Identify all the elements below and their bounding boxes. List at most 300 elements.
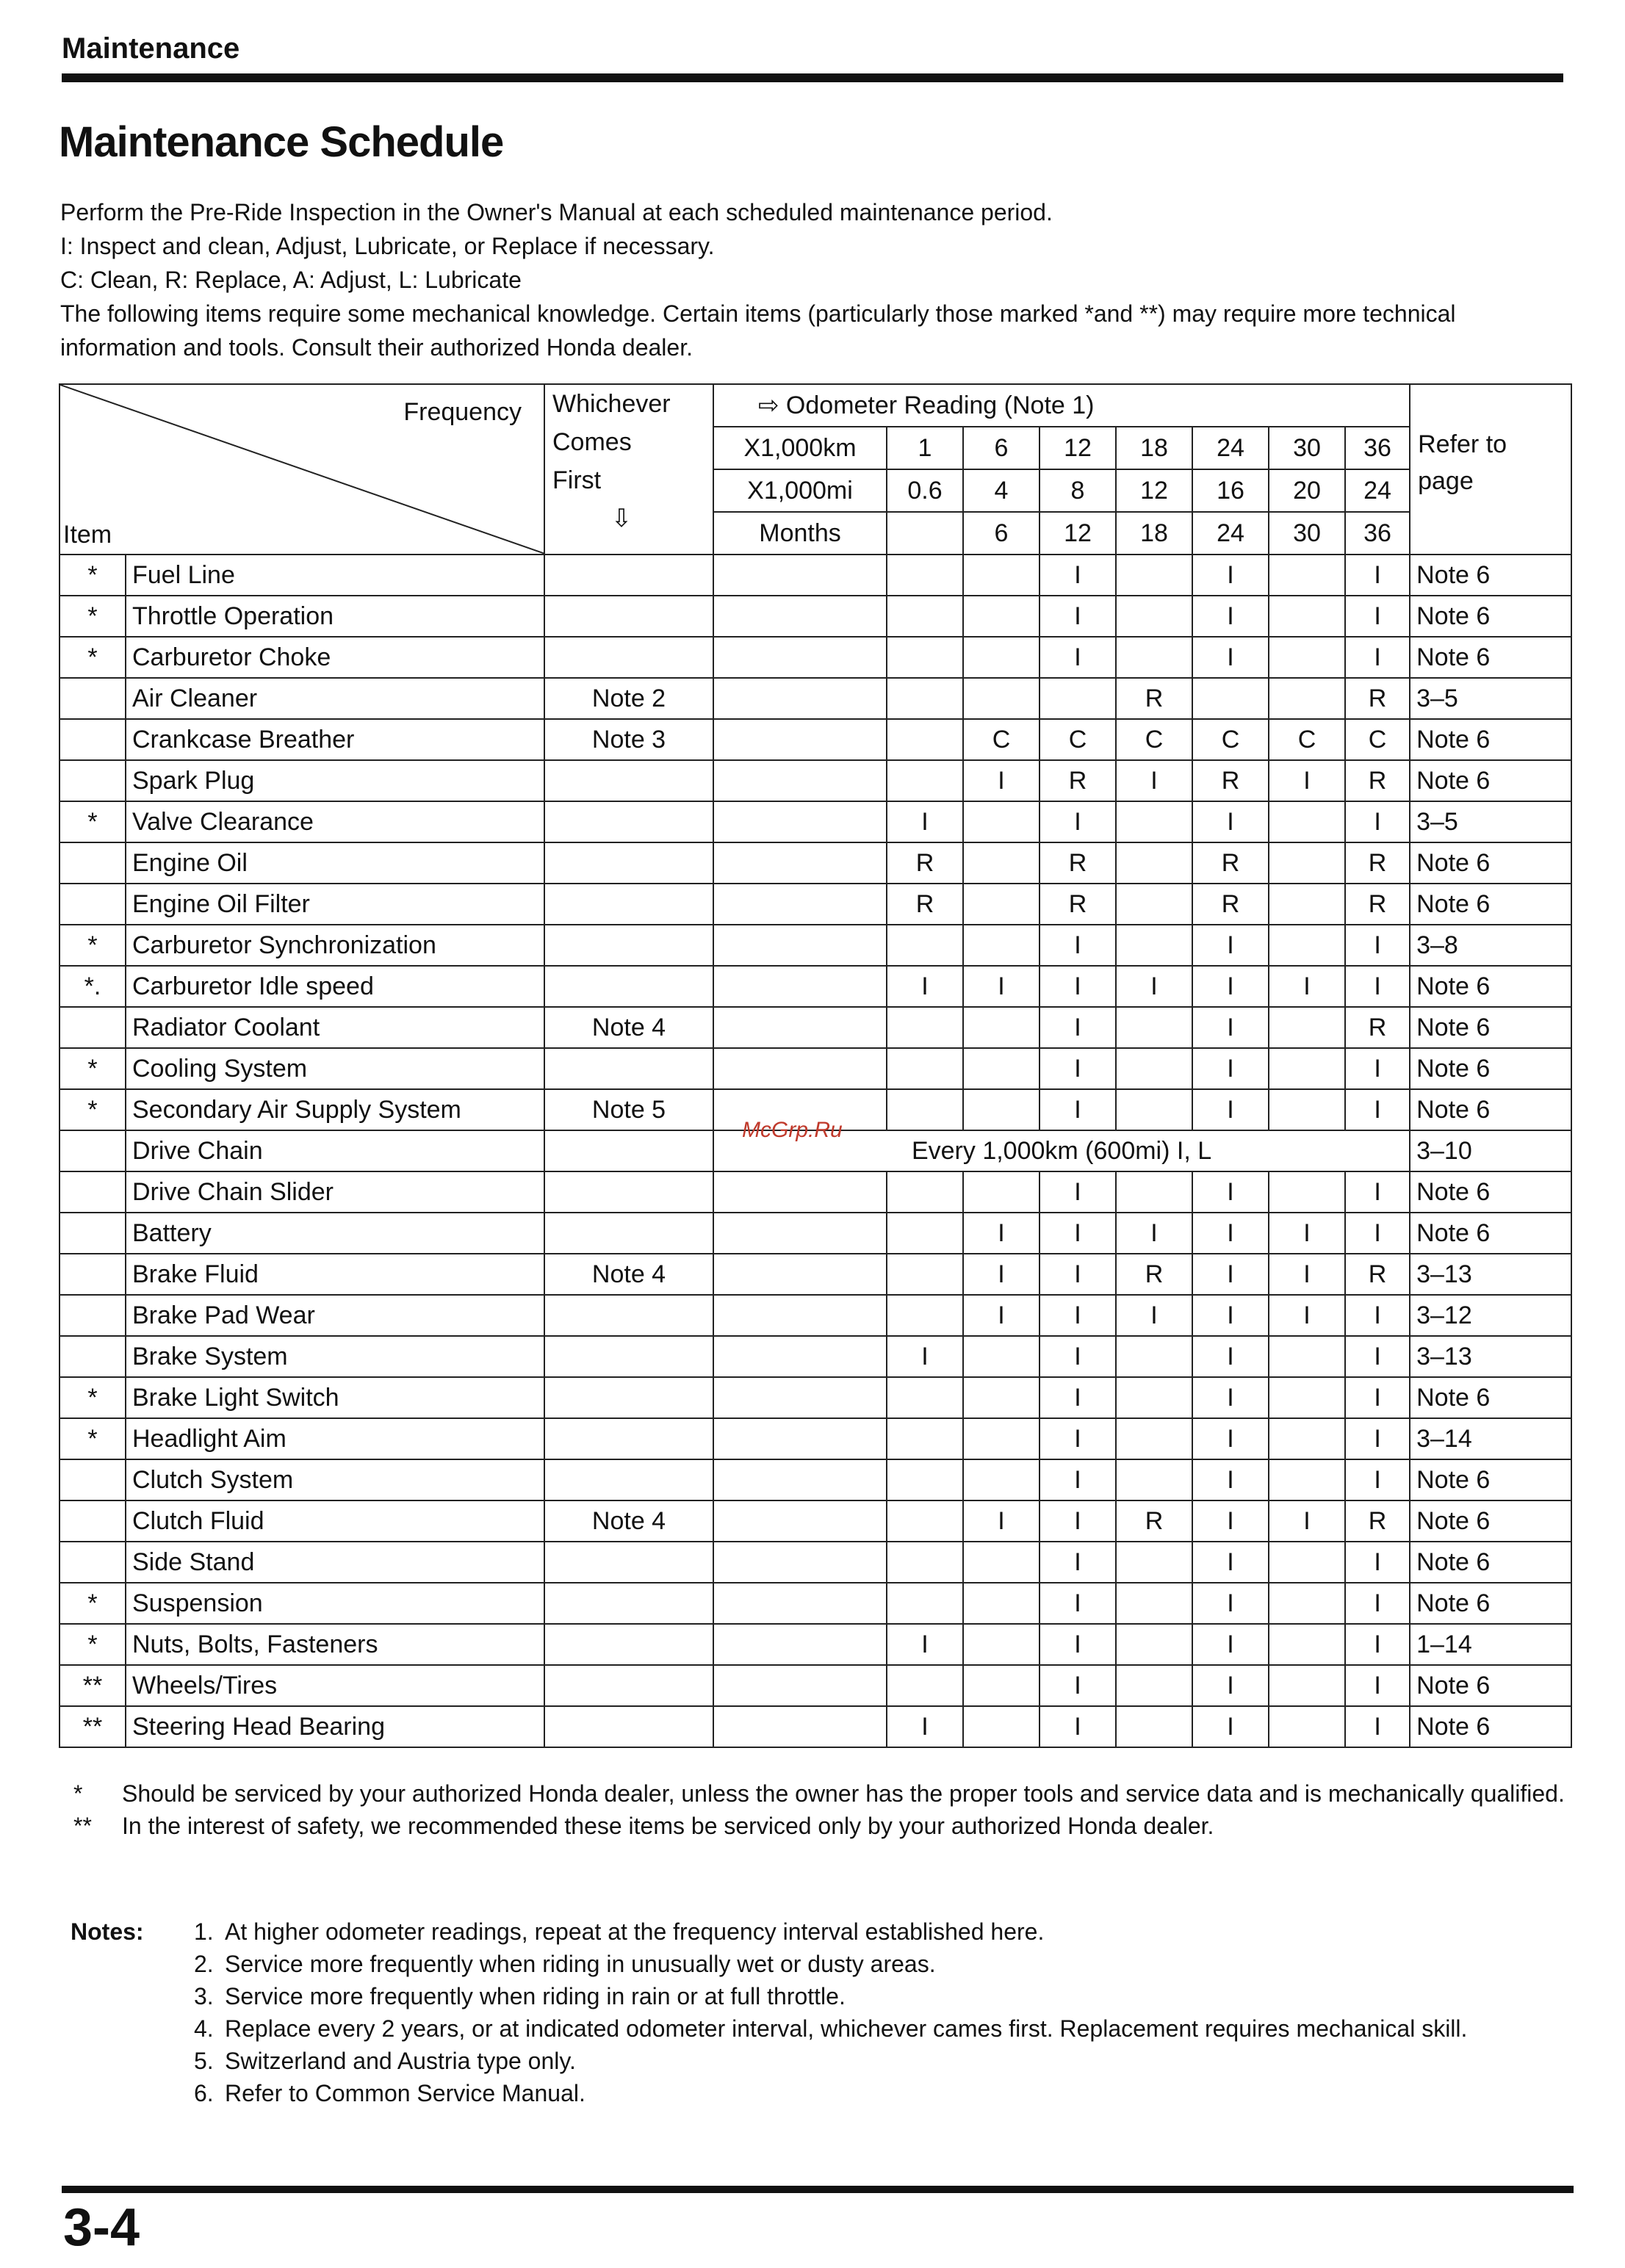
schedule-value: C — [963, 719, 1040, 760]
whichever-note — [544, 1295, 713, 1336]
table-row — [60, 925, 1571, 966]
refer-page: Note 6 — [1410, 1171, 1571, 1213]
schedule-value: I — [1040, 1542, 1116, 1583]
refer-page: Note 6 — [1410, 1048, 1571, 1089]
schedule-value — [1269, 1542, 1345, 1583]
refer-page: Note 6 — [1410, 1089, 1571, 1130]
row-spacer — [713, 1542, 887, 1583]
service-mark — [60, 1542, 126, 1583]
schedule-value — [1116, 1336, 1192, 1377]
row-spacer — [713, 1254, 887, 1295]
table-row — [60, 1542, 1571, 1583]
whichever-note: Note 4 — [544, 1254, 713, 1295]
schedule-value: R — [1040, 884, 1116, 925]
note-item — [194, 1915, 1577, 1948]
schedule-value: I — [1040, 1624, 1116, 1665]
km-value: 30 — [1269, 427, 1345, 469]
schedule-value: C — [1192, 719, 1269, 760]
row-spacer — [713, 1583, 887, 1624]
schedule-value — [1192, 678, 1269, 719]
schedule-value: I — [963, 1500, 1040, 1542]
whichever-line: Comes — [552, 428, 632, 456]
schedule-value: I — [1040, 637, 1116, 678]
top-rule — [62, 73, 1563, 82]
schedule-value: I — [963, 966, 1040, 1007]
item-name: Steering Head Bearing — [126, 1706, 544, 1747]
schedule-value: I — [1192, 1459, 1269, 1500]
schedule-value — [887, 1048, 963, 1089]
schedule-value: I — [1192, 1254, 1269, 1295]
item-label: Item — [63, 521, 112, 549]
schedule-value — [1269, 925, 1345, 966]
refer-page: Note 6 — [1410, 1500, 1571, 1542]
mi-value: 12 — [1116, 469, 1192, 512]
mi-value: 20 — [1269, 469, 1345, 512]
schedule-value — [1116, 555, 1192, 596]
service-mark: ** — [60, 1665, 126, 1706]
row-spacer — [713, 1336, 887, 1377]
table-row — [60, 1418, 1571, 1459]
schedule-value — [887, 1377, 963, 1418]
schedule-value — [1116, 1418, 1192, 1459]
row-spacer — [713, 1624, 887, 1665]
item-name: Suspension — [126, 1583, 544, 1624]
schedule-value: C — [1269, 719, 1345, 760]
table-row — [60, 1377, 1571, 1418]
schedule-value — [963, 1377, 1040, 1418]
schedule-value: I — [1345, 1665, 1410, 1706]
schedule-value — [963, 1706, 1040, 1747]
schedule-value: I — [1040, 1459, 1116, 1500]
refer-page: 3–13 — [1410, 1336, 1571, 1377]
row-spacer — [713, 966, 887, 1007]
row-spacer — [713, 1048, 887, 1089]
schedule-value: I — [1345, 1048, 1410, 1089]
service-mark: * — [60, 801, 126, 842]
item-name: Spark Plug — [126, 760, 544, 801]
service-mark: * — [60, 1048, 126, 1089]
item-name: Carburetor Synchronization — [126, 925, 544, 966]
schedule-value: I — [1192, 637, 1269, 678]
schedule-value — [963, 884, 1040, 925]
schedule-value — [1116, 801, 1192, 842]
schedule-value: I — [1345, 925, 1410, 966]
service-mark: * — [60, 596, 126, 637]
schedule-value: R — [1116, 1500, 1192, 1542]
schedule-value: I — [1116, 1295, 1192, 1336]
item-name: Side Stand — [126, 1542, 544, 1583]
refer-page: Note 6 — [1410, 555, 1571, 596]
notes-list — [71, 1915, 1577, 2109]
table-row — [60, 1706, 1571, 1747]
whichever-note — [544, 1171, 713, 1213]
schedule-body — [60, 555, 1571, 1747]
schedule-value — [963, 1665, 1040, 1706]
note-item — [194, 1980, 1577, 2012]
schedule-value — [963, 555, 1040, 596]
schedule-value: R — [1345, 1254, 1410, 1295]
schedule-value — [1116, 1706, 1192, 1747]
schedule-value: R — [1116, 678, 1192, 719]
schedule-value: I — [1192, 1089, 1269, 1130]
item-name: Engine Oil Filter — [126, 884, 544, 925]
whichever-line: First — [552, 466, 602, 494]
note-text: Service more frequently when riding in rain or at full throttle. — [225, 1983, 846, 2009]
schedule-value — [963, 1048, 1040, 1089]
service-mark — [60, 1459, 126, 1500]
schedule-value: I — [1192, 1542, 1269, 1583]
item-name: Valve Clearance — [126, 801, 544, 842]
schedule-value — [1116, 1624, 1192, 1665]
item-name: Brake Light Switch — [126, 1377, 544, 1418]
schedule-value — [1116, 1089, 1192, 1130]
refer-page: 3–5 — [1410, 678, 1571, 719]
schedule-value: C — [1345, 719, 1410, 760]
note-num: 3. — [194, 1983, 214, 2009]
schedule-value — [963, 1459, 1040, 1500]
schedule-value — [963, 1336, 1040, 1377]
schedule-value — [1116, 842, 1192, 884]
note-item — [194, 2077, 1577, 2109]
whichever-note — [544, 555, 713, 596]
table-row — [60, 1007, 1571, 1048]
table-row — [60, 678, 1571, 719]
km-value: 36 — [1345, 427, 1410, 469]
refer-page: 3–14 — [1410, 1418, 1571, 1459]
section-label: Maintenance — [62, 32, 240, 65]
table-row — [60, 637, 1571, 678]
schedule-value: I — [887, 1624, 963, 1665]
mi-value: 24 — [1345, 469, 1410, 512]
intro-line: C: Clean, R: Replace, A: Adjust, L: Lubricate — [60, 267, 522, 293]
item-name: Throttle Operation — [126, 596, 544, 637]
schedule-value: I — [963, 1213, 1040, 1254]
schedule-value: I — [1345, 1171, 1410, 1213]
schedule-value: I — [963, 760, 1040, 801]
service-mark — [60, 842, 126, 884]
refer-page: 3–8 — [1410, 925, 1571, 966]
schedule-value — [1269, 1665, 1345, 1706]
row-spacer — [713, 884, 887, 925]
row-spacer — [713, 1500, 887, 1542]
schedule-value — [887, 925, 963, 966]
schedule-value — [1040, 678, 1116, 719]
note-num: 1. — [194, 1918, 214, 1945]
schedule-value — [1269, 637, 1345, 678]
schedule-value: R — [1192, 884, 1269, 925]
schedule-value — [887, 1295, 963, 1336]
schedule-value: I — [887, 801, 963, 842]
mi-value: 4 — [963, 469, 1040, 512]
schedule-value: R — [1192, 760, 1269, 801]
schedule-value — [1269, 1583, 1345, 1624]
schedule-value — [1269, 884, 1345, 925]
refer-page: Note 6 — [1410, 760, 1571, 801]
whichever-note — [544, 1048, 713, 1089]
schedule-value: I — [1345, 1624, 1410, 1665]
schedule-value: R — [1116, 1254, 1192, 1295]
schedule-value: I — [1345, 637, 1410, 678]
schedule-value: C — [1116, 719, 1192, 760]
footnote-text: Should be serviced by your authorized Honda dealer, unless the owner has the proper tools and service data and is mechanically qualified. — [122, 1780, 1565, 1807]
service-mark — [60, 1254, 126, 1295]
schedule-value — [887, 1254, 963, 1295]
refer-line: Refer to — [1418, 430, 1507, 458]
note-num: 5. — [194, 2048, 214, 2074]
refer-page: Note 6 — [1410, 1542, 1571, 1583]
schedule-value: R — [1345, 678, 1410, 719]
refer-page: Note 6 — [1410, 1213, 1571, 1254]
schedule-value — [1116, 1459, 1192, 1500]
schedule-value — [963, 1171, 1040, 1213]
table-row — [60, 1624, 1571, 1665]
schedule-value: I — [1345, 1213, 1410, 1254]
note-text: Switzerland and Austria type only. — [225, 2048, 576, 2074]
item-name: Radiator Coolant — [126, 1007, 544, 1048]
schedule-value: I — [1345, 966, 1410, 1007]
maintenance-table — [59, 383, 1572, 1748]
whichever-note — [544, 1418, 713, 1459]
service-mark — [60, 719, 126, 760]
schedule-value: I — [1192, 1007, 1269, 1048]
whichever-note — [544, 1665, 713, 1706]
service-mark — [60, 1171, 126, 1213]
table-row — [60, 1254, 1571, 1295]
schedule-value — [1116, 925, 1192, 966]
table-row — [60, 1459, 1571, 1500]
schedule-value: R — [1040, 760, 1116, 801]
service-mark: * — [60, 1418, 126, 1459]
service-mark — [60, 1213, 126, 1254]
service-mark: * — [60, 925, 126, 966]
item-name: Wheels/Tires — [126, 1665, 544, 1706]
row-spacer — [713, 1377, 887, 1418]
intro-line: I: Inspect and clean, Adjust, Lubricate, or Replace if necessary. — [60, 233, 715, 259]
row-spacer — [713, 925, 887, 966]
refer-page: 3–10 — [1410, 1130, 1571, 1171]
item-name: Secondary Air Supply System — [126, 1089, 544, 1130]
schedule-value: R — [887, 842, 963, 884]
whichever-note — [544, 1336, 713, 1377]
schedule-value: I — [1040, 1171, 1116, 1213]
footnote-text: In the interest of safety, we recommended these items be serviced only by your authorized Honda dealer. — [122, 1813, 1214, 1839]
intro-line: Perform the Pre-Ride Inspection in the Owner's Manual at each scheduled maintenance period. — [60, 199, 1053, 225]
note-item — [194, 1948, 1577, 1980]
schedule-value: I — [1040, 1706, 1116, 1747]
schedule-value: I — [1040, 1213, 1116, 1254]
whichever-note — [544, 1130, 713, 1171]
note-text: Service more frequently when riding in unusually wet or dusty areas. — [225, 1951, 936, 1977]
schedule-value — [1116, 1171, 1192, 1213]
table-row — [60, 1583, 1571, 1624]
refer-page: Note 6 — [1410, 966, 1571, 1007]
schedule-value: I — [1040, 1089, 1116, 1130]
service-mark: *. — [60, 966, 126, 1007]
schedule-value — [963, 1624, 1040, 1665]
schedule-value — [887, 596, 963, 637]
schedule-value — [887, 1171, 963, 1213]
odometer-header: ⇨ Odometer Reading (Note 1) — [713, 384, 1410, 427]
refer-page: Note 6 — [1410, 1377, 1571, 1418]
months-label: Months — [713, 512, 887, 555]
schedule-value — [887, 719, 963, 760]
note-num: 6. — [194, 2080, 214, 2106]
schedule-value: I — [1040, 1583, 1116, 1624]
refer-page: 3–13 — [1410, 1254, 1571, 1295]
refer-page: Note 6 — [1410, 1665, 1571, 1706]
schedule-value: I — [1345, 596, 1410, 637]
note-text: Refer to Common Service Manual. — [225, 2080, 585, 2106]
note-num: 2. — [194, 1951, 214, 1977]
whichever-note — [544, 1542, 713, 1583]
schedule-value — [1269, 555, 1345, 596]
schedule-value — [1116, 1007, 1192, 1048]
service-mark — [60, 1295, 126, 1336]
item-name: Nuts, Bolts, Fasteners — [126, 1624, 544, 1665]
row-spacer — [713, 596, 887, 637]
schedule-value: I — [1269, 1500, 1345, 1542]
schedule-value — [887, 1542, 963, 1583]
schedule-value — [887, 1500, 963, 1542]
months-value — [887, 512, 963, 555]
table-row — [60, 842, 1571, 884]
row-spacer — [713, 1706, 887, 1747]
km-value: 24 — [1192, 427, 1269, 469]
schedule-value: R — [887, 884, 963, 925]
item-name: Clutch Fluid — [126, 1500, 544, 1542]
schedule-value: I — [1192, 925, 1269, 966]
schedule-value: I — [1192, 1500, 1269, 1542]
schedule-value: I — [1269, 1254, 1345, 1295]
schedule-value — [1269, 1336, 1345, 1377]
whichever-note: Note 4 — [544, 1007, 713, 1048]
mi-value: 0.6 — [887, 469, 963, 512]
schedule-value: I — [1269, 1213, 1345, 1254]
schedule-value — [1116, 596, 1192, 637]
schedule-value: I — [1345, 1542, 1410, 1583]
schedule-value: I — [1269, 1295, 1345, 1336]
schedule-value: I — [1040, 1665, 1116, 1706]
footnote — [73, 1810, 1572, 1842]
footnote-mark: * — [73, 1780, 83, 1807]
schedule-value — [1269, 1377, 1345, 1418]
row-spacer — [713, 555, 887, 596]
intro — [60, 195, 1574, 364]
schedule-value — [1269, 1418, 1345, 1459]
schedule-value: C — [1040, 719, 1116, 760]
note-item — [194, 2012, 1577, 2045]
schedule-value: I — [1116, 1213, 1192, 1254]
item-name: Headlight Aim — [126, 1418, 544, 1459]
schedule-value — [963, 1583, 1040, 1624]
service-mark: * — [60, 1377, 126, 1418]
table-row — [60, 1336, 1571, 1377]
notes — [71, 1915, 1577, 2109]
km-value: 18 — [1116, 427, 1192, 469]
schedule-value — [963, 842, 1040, 884]
footnote — [73, 1777, 1572, 1810]
whichever-note — [544, 925, 713, 966]
refer-page: Note 6 — [1410, 842, 1571, 884]
schedule-value: R — [1040, 842, 1116, 884]
row-spacer — [713, 1665, 887, 1706]
table-row — [60, 719, 1571, 760]
whichever-note — [544, 884, 713, 925]
schedule-value: I — [1345, 1459, 1410, 1500]
schedule-value: I — [1040, 1254, 1116, 1295]
service-mark: * — [60, 637, 126, 678]
whichever-note — [544, 1377, 713, 1418]
service-mark — [60, 1130, 126, 1171]
schedule-value: I — [1192, 1665, 1269, 1706]
schedule-value — [1116, 1665, 1192, 1706]
table-row — [60, 801, 1571, 842]
schedule-value — [1269, 1706, 1345, 1747]
schedule-value: R — [1192, 842, 1269, 884]
schedule-value — [963, 801, 1040, 842]
row-spacer — [713, 1213, 887, 1254]
schedule-value: I — [1345, 801, 1410, 842]
item-name: Battery — [126, 1213, 544, 1254]
schedule-value: I — [1345, 1089, 1410, 1130]
schedule-value — [963, 678, 1040, 719]
months-value: 12 — [1040, 512, 1116, 555]
whichever-note — [544, 760, 713, 801]
whichever-note — [544, 842, 713, 884]
table-row — [60, 1213, 1571, 1254]
whichever-note: Note 5 — [544, 1089, 713, 1130]
table-row — [60, 760, 1571, 801]
schedule-value: R — [1345, 884, 1410, 925]
schedule-value: I — [887, 1706, 963, 1747]
schedule-value — [963, 925, 1040, 966]
schedule-value — [887, 1583, 963, 1624]
whichever-note — [544, 1583, 713, 1624]
mi-label: X1,000mi — [713, 469, 887, 512]
refer-page: Note 6 — [1410, 1583, 1571, 1624]
row-spacer — [713, 637, 887, 678]
schedule-value: I — [887, 966, 963, 1007]
schedule-value: I — [1345, 1377, 1410, 1418]
refer-page: Note 6 — [1410, 884, 1571, 925]
schedule-value: I — [1192, 1171, 1269, 1213]
schedule-value: I — [1040, 1048, 1116, 1089]
schedule-value: I — [1192, 1048, 1269, 1089]
item-name: Air Cleaner — [126, 678, 544, 719]
table-row — [60, 1048, 1571, 1089]
schedule-value — [887, 1665, 963, 1706]
schedule-value — [1269, 1171, 1345, 1213]
months-value: 36 — [1345, 512, 1410, 555]
schedule-value — [963, 1089, 1040, 1130]
whichever-note: Note 3 — [544, 719, 713, 760]
item-name: Brake System — [126, 1336, 544, 1377]
row-spacer — [713, 678, 887, 719]
schedule-value — [963, 637, 1040, 678]
refer-header — [1410, 384, 1571, 555]
schedule-value: R — [1345, 842, 1410, 884]
schedule-value: I — [1192, 596, 1269, 637]
item-name: Brake Pad Wear — [126, 1295, 544, 1336]
refer-page: Note 6 — [1410, 1007, 1571, 1048]
refer-page: 3–5 — [1410, 801, 1571, 842]
service-mark: ** — [60, 1706, 126, 1747]
item-name: Carburetor Idle speed — [126, 966, 544, 1007]
row-spacer — [713, 1418, 887, 1459]
item-name: Drive Chain Slider — [126, 1171, 544, 1213]
item-name: Crankcase Breather — [126, 719, 544, 760]
km-label: X1,000km — [713, 427, 887, 469]
